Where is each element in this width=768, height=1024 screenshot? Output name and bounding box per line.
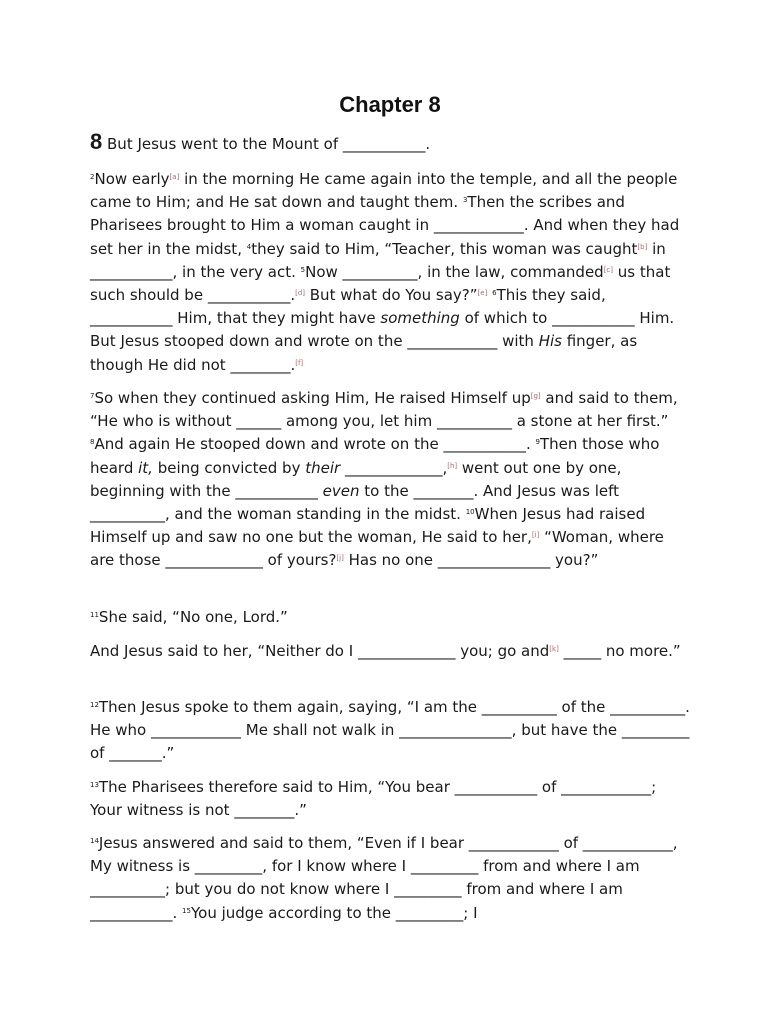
verse-text: But Jesus went to the Mount of ___________. bbox=[102, 135, 431, 153]
paragraph-verse-11 bbox=[90, 606, 690, 629]
verse-text: us that such should be ___________. bbox=[90, 262, 671, 305]
verse-text: being convicted by bbox=[152, 458, 306, 477]
verse-text: they said to Him, “Teacher, this woman was caught bbox=[251, 239, 638, 258]
footnote-marker: [g] bbox=[530, 392, 541, 400]
paragraph-verse-13 bbox=[90, 776, 690, 822]
verse-text: Has no one _______________ you?” bbox=[343, 551, 599, 570]
verse-text: She said, “No one, Lord.” bbox=[98, 608, 288, 626]
verse-text: “Woman, where are those _____________ of yours? bbox=[90, 528, 664, 570]
footnote-marker: [e] bbox=[477, 289, 488, 298]
footnote-marker: [f] bbox=[295, 358, 304, 367]
verse-number: 8 bbox=[90, 438, 95, 447]
verse-text: This they said, ___________ Him, that they might have bbox=[90, 286, 606, 328]
paragraph-verse-1 bbox=[90, 130, 690, 156]
verse-text: So when they continued asking Him, He raised Himself up bbox=[94, 389, 531, 407]
verse-number: 2 bbox=[90, 173, 95, 181]
italic-text: their bbox=[305, 458, 341, 477]
footnote-marker: [i] bbox=[531, 531, 540, 540]
footnote-marker: [c] bbox=[603, 265, 614, 274]
paragraph-verses-2-6 bbox=[90, 168, 690, 377]
footnote-marker: [h] bbox=[447, 461, 458, 470]
italic-text: it, bbox=[138, 458, 153, 477]
verse-text: Jesus answered and said to them, “Even if I bear ____________ of ____________, My witness is _________, for I know where I _________ from and where I am __________; but you do not know where I _________ from and where I am ___________. bbox=[90, 834, 678, 922]
verse-number: 7 bbox=[90, 392, 95, 400]
verse-number: 6 bbox=[492, 289, 497, 298]
verse-text: But what do You say?” bbox=[305, 286, 478, 305]
footnote-marker: [b] bbox=[637, 242, 648, 251]
verse-text: _____________, bbox=[340, 458, 448, 477]
verse-text: Then the scribes and Pharisees brought to Him a woman caught in ____________. And when they had set her in the midst, bbox=[90, 193, 680, 258]
verse-text: of which to ___________ Him. But Jesus stooped down and wrote on the ____________ with bbox=[90, 309, 675, 351]
verse-text: Then those who heard bbox=[90, 435, 660, 477]
footnote-marker: [k] bbox=[549, 645, 559, 653]
italic-text: something bbox=[380, 309, 460, 328]
paragraph-verse-11-cont bbox=[90, 640, 690, 663]
verse-number: 4 bbox=[246, 242, 252, 251]
verse-text: went out one by one, beginning with the ___________ bbox=[90, 458, 622, 500]
verse-number: 13 bbox=[90, 781, 99, 789]
verse-text: And again He stooped down and wrote on the ___________. bbox=[94, 435, 536, 454]
verse-number: 9 bbox=[535, 438, 540, 447]
verse-text: When Jesus had raised Himself up and saw no one but the woman, He said to her, bbox=[90, 505, 646, 547]
verse-text: Then Jesus spoke to them again, saying, “I am the __________ of the __________. He who ____________ Me shall not walk in _______________, but have the _________ of _______.” bbox=[90, 698, 690, 763]
verse-text: in the morning He came again into the temple, and all the people came to Him; and He sat down and taught them. bbox=[90, 170, 678, 212]
footnote-marker: [j] bbox=[336, 554, 344, 563]
verse-text: finger, as though He did not ________. bbox=[90, 332, 638, 374]
verse-text: Now __________, in the law, commanded bbox=[305, 262, 604, 281]
verse-text: in ___________, in the very act. bbox=[90, 239, 666, 281]
footnote-marker: [a] bbox=[169, 173, 180, 181]
italic-text: even bbox=[322, 481, 360, 500]
verse-number: 12 bbox=[90, 701, 99, 709]
verse-text: to the ________. And Jesus was left __________, and the woman standing in the midst. bbox=[90, 481, 619, 524]
footnote-marker: [d] bbox=[295, 289, 305, 298]
verse-text: _____ no more.” bbox=[558, 642, 681, 660]
chapter-number: 8 bbox=[90, 129, 103, 154]
verse-text: And Jesus said to her, “Neither do I _____________ you; go and bbox=[90, 642, 550, 660]
verse-text: You judge according to the _________; I bbox=[190, 903, 478, 922]
paragraph-verses-7-10 bbox=[90, 387, 690, 573]
verse-number: 15 bbox=[182, 906, 191, 915]
verse-text: and said to them, “He who is without ______ among you, let him __________ a stone at her first.” bbox=[90, 389, 678, 431]
verse-number: 10 bbox=[465, 508, 475, 517]
chapter-title: Chapter 8 bbox=[339, 92, 441, 117]
verse-number: 5 bbox=[300, 265, 306, 274]
verse-text: Now early bbox=[94, 170, 170, 188]
verse-number: 3 bbox=[462, 196, 468, 205]
verse-number: 14 bbox=[90, 837, 99, 845]
paragraph-verse-12 bbox=[90, 696, 690, 766]
italic-text: His bbox=[538, 332, 562, 351]
verse-number: 11 bbox=[90, 611, 99, 619]
paragraph-verses-14-15 bbox=[90, 832, 690, 925]
verse-text: The Pharisees therefore said to Him, “You bear ___________ of ____________; Your witness is not ________.” bbox=[90, 778, 657, 820]
